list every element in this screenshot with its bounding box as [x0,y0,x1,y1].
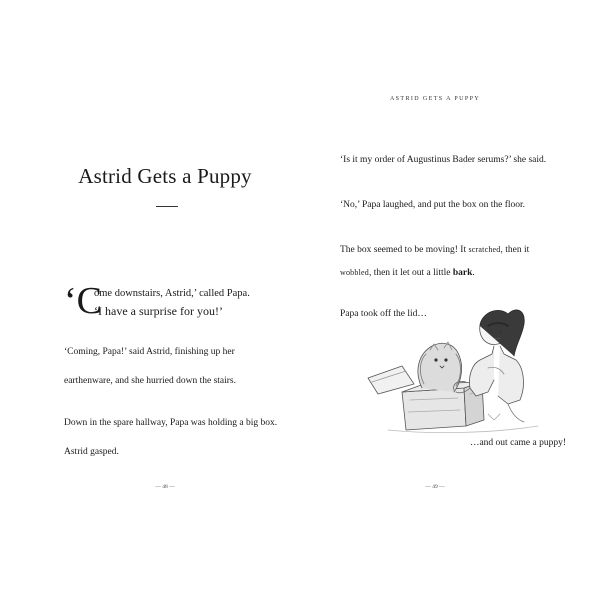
text-run: . [472,268,475,278]
paragraph-coming [64,338,294,396]
text-run-scratched: scratched [468,245,501,254]
paragraph-hallway [64,409,294,467]
chapter-title: Astrid Gets a Puppy [78,164,252,188]
text-line-lid: Papa took off the lid… [340,309,427,319]
text-line-wobbled [340,258,565,288]
text-run: , then it [500,245,530,255]
text-line-serums: ‘Is it my order of Augustinus Bader serums?’ she said. [340,155,547,165]
opening-line-2: ‘I have a surprise for you!’ [94,304,223,318]
text-run: , then it let out a little [368,268,453,278]
opening-line-1: ome downstairs, Astrid,’ called Papa. [94,288,250,299]
text-run-wobbled: wobbled [340,268,369,277]
text-run-bark: bark [452,268,473,278]
drop-cap: ‘C [64,280,102,322]
left-page [30,60,300,510]
text-line: earthenware, and she hurried down the stairs. [64,376,236,386]
book-spread [30,60,570,510]
text-run: The box seemed to be moving! It [340,245,469,255]
text-line-out-came: …and out came a puppy! [469,438,566,448]
page-number-right: — 49 — [425,484,445,490]
puppy-box-illustration [348,296,548,436]
right-page [300,60,570,510]
page-number-left: — 48 — [155,484,175,490]
running-head: ASTRID GETS A PUPPY [389,96,481,102]
text-line: Astrid gasped. [64,447,119,457]
title-rule [156,206,178,207]
text-line: Down in the spare hallway, Papa was holding a big box. [64,418,278,428]
text-line: ‘Coming, Papa!’ said Astrid, finishing up her [64,347,235,357]
text-line-papa-laughed: ‘No,’ Papa laughed, and put the box on the floor. [340,200,526,210]
